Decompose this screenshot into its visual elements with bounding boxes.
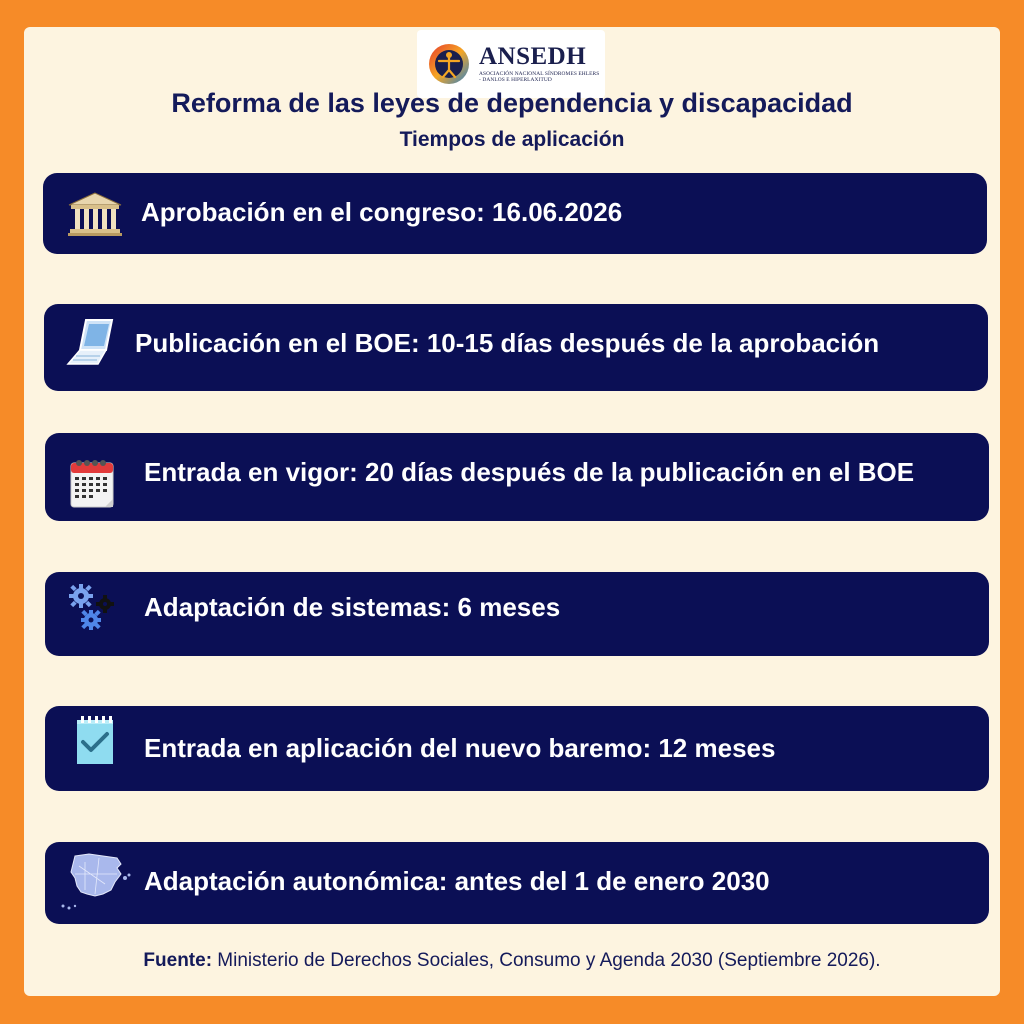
step-regional-adaptation-text: Adaptación autonómica: antes del 1 de enero 2030	[144, 866, 770, 896]
source-text: Ministerio de Derechos Sociales, Consumo y Agenda 2030 (Septiembre 2026).	[212, 950, 881, 971]
checklist-icon	[73, 714, 117, 768]
spain-map-icon	[55, 850, 135, 914]
source-footnote	[0, 950, 1024, 972]
calendar-icon	[67, 455, 119, 511]
page-title: Reforma de las leyes de dependencia y discapacidad	[171, 88, 853, 118]
laptop-icon	[64, 316, 120, 370]
step-publication-text: Publicación en el BOE: 10-15 días después de la aprobación	[135, 328, 880, 358]
gears-icon	[65, 582, 121, 636]
parliament-building-icon	[67, 191, 123, 237]
page-subtitle: Tiempos de aplicación	[399, 128, 625, 151]
step-new-scale-text: Entrada en aplicación del nuevo baremo: 12 meses	[144, 733, 776, 763]
step-systems-adaptation	[45, 572, 989, 656]
vitruvian-emblem-icon	[427, 42, 471, 86]
step-publication	[44, 304, 988, 391]
logo-name: ANSEDH	[479, 43, 587, 70]
step-new-scale	[45, 706, 989, 791]
step-approval-text: Aprobación en el congreso: 16.06.2026	[141, 197, 623, 227]
step-entry-into-force	[45, 433, 989, 521]
step-approval	[43, 173, 987, 254]
step-entry-into-force-text: Entrada en vigor: 20 días después de la publicación en el BOE	[144, 457, 915, 487]
step-regional-adaptation	[45, 842, 989, 924]
logo-tagline: ASOCIACIÓN NACIONAL SÍNDROMES EHLERS - DANLOS E HIPERLAXITUD	[479, 71, 600, 84]
source-label: Fuente:	[143, 950, 213, 971]
step-systems-adaptation-text: Adaptación de sistemas: 6 meses	[144, 592, 561, 622]
